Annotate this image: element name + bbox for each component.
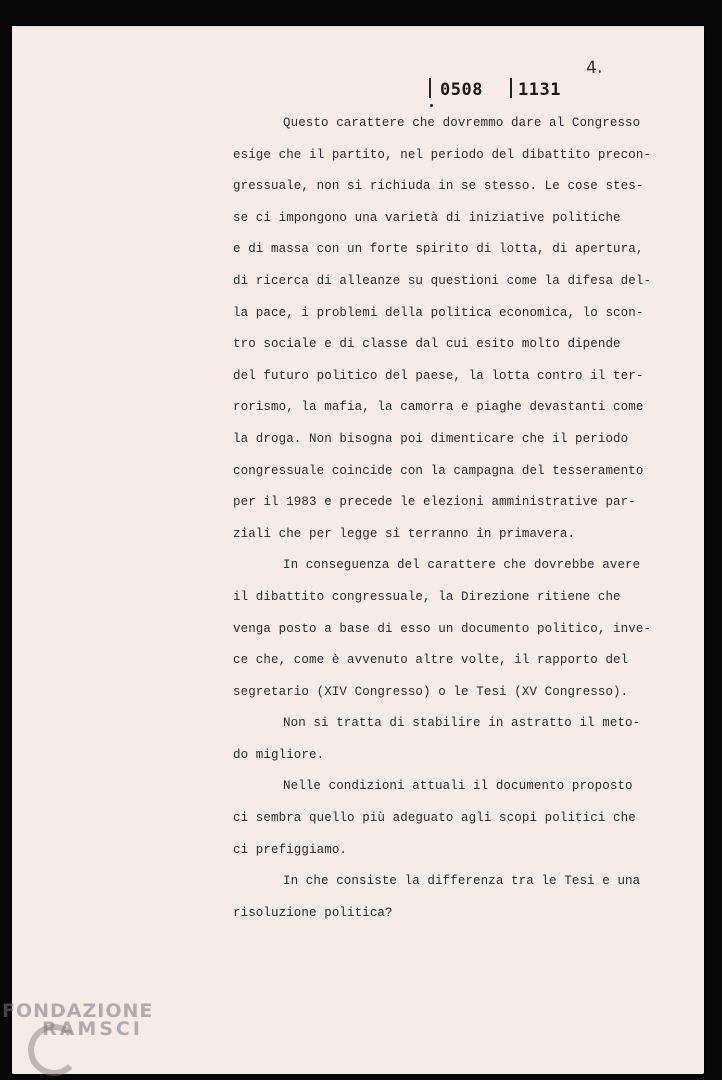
stamp-bar bbox=[429, 78, 431, 98]
text-line: di ricerca di alleanze su questioni come la difesa del- bbox=[233, 273, 652, 288]
stamp-bar bbox=[510, 78, 512, 98]
handwritten-page-number: 4. bbox=[585, 57, 603, 79]
text-line: venga posto a base di esso un documento politico, inve- bbox=[233, 621, 652, 636]
stamp-dot bbox=[430, 104, 433, 107]
text-line: Questo carattere che dovremmo dare al Congresso bbox=[283, 116, 641, 130]
watermark bbox=[2, 1000, 153, 1040]
text-line: ziali che per legge si terranno in primavera. bbox=[233, 526, 576, 541]
text-line: il dibattito congressuale, la Direzione ritiene che bbox=[233, 589, 621, 604]
text-line: ce che, come è avvenuto altre volte, il rapporto del bbox=[233, 653, 629, 668]
text-line: risoluzione politica? bbox=[233, 905, 393, 920]
text-line: per il 1983 e precede le elezioni amministrative par- bbox=[233, 495, 636, 510]
text-line: Nelle condizioni attuali il documento proposto bbox=[283, 779, 633, 794]
text-line: congressuale coincide con la campagna del tesseramento bbox=[233, 463, 644, 478]
document-body bbox=[233, 108, 652, 929]
watermark-line1: FONDAZIONE bbox=[2, 1000, 154, 1022]
archive-stamp-left: 0508 bbox=[440, 80, 483, 100]
text-line: gressuale, non si richiuda in se stesso. Le cose stes- bbox=[233, 179, 644, 194]
text-line: e di massa con un forte spirito di lotta, di apertura, bbox=[233, 242, 644, 257]
text-line: In che consiste la differenza tra le Tesi e una bbox=[283, 874, 641, 889]
text-line: se ci impongono una varietà di iniziative politiche bbox=[233, 210, 621, 225]
text-line: esige che il partito, nel periodo del dibattito precon- bbox=[233, 147, 652, 162]
paper-edge bbox=[12, 26, 704, 29]
text-line: do migliore. bbox=[233, 747, 325, 762]
text-line: tro sociale e di classe dal cui esito molto dipende bbox=[233, 337, 621, 352]
text-line: ci sembra quello più adeguato agli scopi politici che bbox=[233, 811, 636, 826]
text-line: ci prefiggiamo. bbox=[233, 842, 348, 857]
text-line: la droga. Non bisogna poi dimenticare che il periodo bbox=[233, 431, 629, 446]
archive-stamp-right: 1131 bbox=[518, 80, 561, 100]
text-line: del futuro politico del paese, la lotta contro il ter- bbox=[233, 368, 644, 383]
text-line: In conseguenza del carattere che dovrebbe avere bbox=[283, 558, 641, 573]
text-line: rorismo, la mafia, la camorra e piaghe devastanti come bbox=[233, 400, 644, 415]
watermark-line2: RAMSCI bbox=[42, 1018, 143, 1040]
text-line: segretario (XIV Congresso) o le Tesi (XV Congresso). bbox=[233, 684, 629, 699]
text-line: Non si tratta di stabilire in astratto il meto- bbox=[283, 716, 641, 731]
text-line: la pace, i problemi della politica economica, lo scon- bbox=[233, 305, 644, 320]
